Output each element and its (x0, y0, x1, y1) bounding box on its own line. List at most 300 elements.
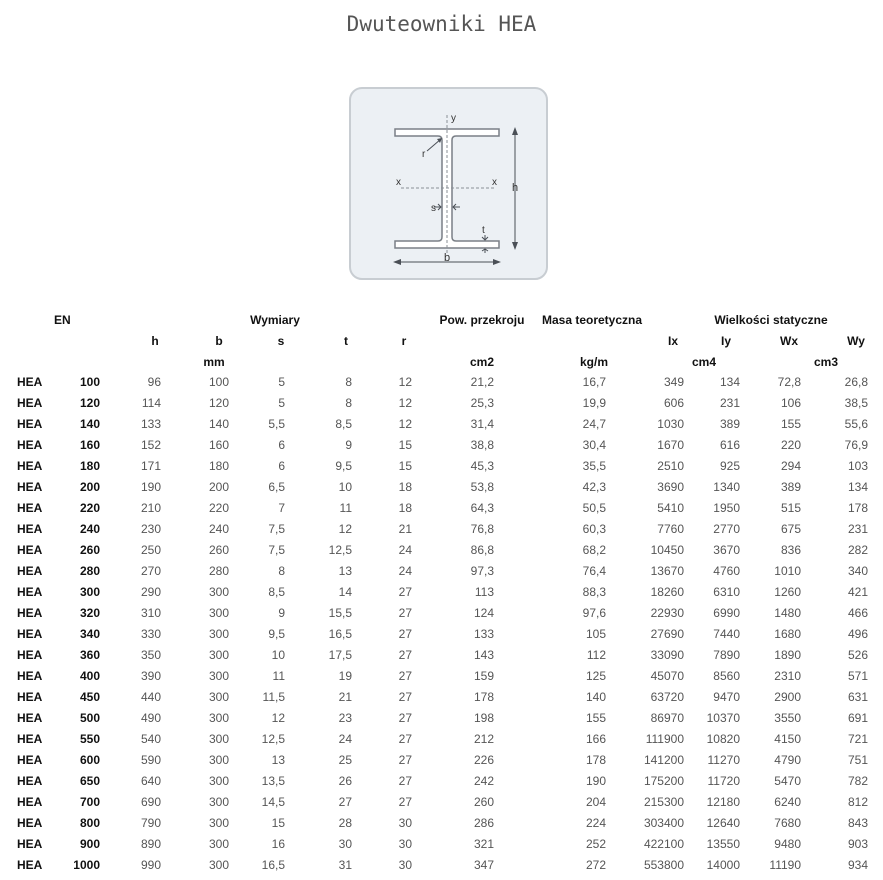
cell-pow-przekroju: 124 (473, 606, 494, 620)
cell-profile-type: HEA (17, 795, 43, 809)
cell-profile-size: 340 (79, 627, 100, 641)
cell-ix: 303400 (643, 816, 684, 830)
cell-r: 27 (398, 606, 412, 620)
header-wx: Wx (780, 334, 798, 348)
cell-ix: 86970 (650, 711, 684, 725)
cell-r: 27 (398, 690, 412, 704)
cell-t: 12,5 (328, 543, 352, 557)
cell-masa: 112 (586, 648, 606, 662)
cell-t: 19 (338, 669, 352, 683)
cell-r: 12 (398, 375, 412, 389)
cell-wy: 934 (847, 858, 868, 872)
cell-ix: 111900 (645, 732, 684, 746)
cell-b: 280 (208, 564, 229, 578)
label-y: y (451, 113, 456, 124)
cell-s: 5 (278, 375, 285, 389)
cell-pow-przekroju: 38,8 (470, 438, 494, 452)
cell-r: 30 (398, 858, 412, 872)
cell-pow-przekroju: 286 (473, 816, 494, 830)
header-en: EN (54, 313, 71, 327)
cell-t: 28 (338, 816, 352, 830)
cell-ix: 7760 (657, 522, 684, 536)
cell-profile-size: 220 (79, 501, 100, 515)
cell-t: 14 (338, 585, 352, 599)
cell-wx: 7680 (774, 816, 801, 830)
cell-s: 15 (271, 816, 285, 830)
cell-r: 27 (398, 627, 412, 641)
cell-ix: 422100 (643, 837, 684, 851)
table-row (0, 729, 883, 750)
cell-h: 270 (140, 564, 161, 578)
cell-s: 6 (278, 438, 285, 452)
cell-r: 30 (398, 837, 412, 851)
cell-s: 7,5 (268, 522, 285, 536)
cell-r: 12 (398, 396, 412, 410)
cell-t: 9,5 (335, 459, 352, 473)
cell-wy: 340 (847, 564, 868, 578)
cell-iy: 7890 (713, 648, 740, 662)
cell-iy: 925 (719, 459, 740, 473)
header-wymiary: Wymiary (250, 313, 300, 327)
cell-b: 300 (208, 753, 229, 767)
cell-profile-type: HEA (17, 459, 43, 473)
cell-ix: 553800 (643, 858, 684, 872)
cell-b: 180 (208, 459, 229, 473)
cell-ix: 27690 (650, 627, 684, 641)
cell-masa: 166 (585, 732, 606, 746)
cell-wy: 631 (847, 690, 868, 704)
cell-t: 30 (338, 837, 352, 851)
cell-iy: 9470 (713, 690, 740, 704)
table-row (0, 771, 883, 792)
cell-profile-type: HEA (17, 669, 43, 683)
cell-b: 300 (208, 669, 229, 683)
cell-iy: 3670 (713, 543, 740, 557)
cell-h: 114 (141, 396, 161, 410)
cell-r: 24 (398, 543, 412, 557)
cell-wy: 55,6 (844, 417, 868, 431)
cell-wy: 496 (847, 627, 868, 641)
cell-profile-size: 650 (79, 774, 100, 788)
cell-iy: 6990 (713, 606, 740, 620)
header-unit-kgm: kg/m (579, 355, 609, 369)
cell-masa: 30,4 (582, 438, 606, 452)
header-iy: Iy (720, 334, 732, 348)
cell-profile-type: HEA (17, 585, 43, 599)
cell-masa: 125 (585, 669, 606, 683)
cell-b: 300 (208, 606, 229, 620)
cell-h: 133 (140, 417, 161, 431)
cell-wy: 571 (847, 669, 868, 683)
cell-wy: 812 (847, 795, 868, 809)
cell-profile-type: HEA (17, 564, 43, 578)
cell-wy: 103 (847, 459, 868, 473)
cell-h: 490 (140, 711, 161, 725)
cell-profile-type: HEA (17, 543, 43, 557)
header-unit-mm: mm (203, 355, 225, 369)
label-t: t (482, 225, 485, 236)
cell-profile-type: HEA (17, 375, 43, 389)
cell-masa: 68,2 (582, 543, 606, 557)
cell-ix: 33090 (650, 648, 684, 662)
cell-pow-przekroju: 260 (473, 795, 494, 809)
cell-wx: 6240 (774, 795, 801, 809)
cell-wx: 155 (780, 417, 801, 431)
cell-pow-przekroju: 45,3 (470, 459, 494, 473)
cell-b: 120 (208, 396, 229, 410)
cell-r: 27 (398, 774, 412, 788)
cell-s: 5,5 (268, 417, 285, 431)
cell-pow-przekroju: 242 (473, 774, 494, 788)
cell-b: 300 (208, 816, 229, 830)
cell-profile-size: 240 (79, 522, 100, 536)
cell-s: 9,5 (268, 627, 285, 641)
cell-profile-size: 180 (79, 459, 100, 473)
table-row (0, 855, 883, 876)
cell-wy: 903 (847, 837, 868, 851)
cell-t: 10 (338, 480, 352, 494)
cell-wx: 2310 (774, 669, 801, 683)
cell-profile-size: 200 (79, 480, 100, 494)
cell-s: 7 (278, 501, 285, 515)
header-wy: Wy (847, 334, 865, 348)
cell-profile-size: 700 (79, 795, 100, 809)
cell-profile-size: 400 (79, 669, 100, 683)
cell-masa: 272 (585, 858, 606, 872)
cell-t: 26 (338, 774, 352, 788)
cell-wx: 9480 (774, 837, 801, 851)
cell-r: 15 (398, 438, 412, 452)
cell-b: 300 (208, 585, 229, 599)
cell-h: 190 (140, 480, 161, 494)
cell-wx: 1260 (774, 585, 801, 599)
table-row (0, 540, 883, 561)
cell-pow-przekroju: 226 (473, 753, 494, 767)
cell-h: 540 (140, 732, 161, 746)
cell-t: 12 (338, 522, 352, 536)
cell-masa: 224 (585, 816, 606, 830)
cell-wx: 1010 (774, 564, 801, 578)
cell-ix: 1030 (657, 417, 684, 431)
cell-iy: 4760 (713, 564, 740, 578)
cell-wx: 2900 (774, 690, 801, 704)
cell-wy: 178 (847, 501, 868, 515)
cell-r: 27 (398, 732, 412, 746)
cell-s: 13,5 (261, 774, 285, 788)
table-row (0, 708, 883, 729)
cell-wy: 782 (847, 774, 868, 788)
cell-r: 30 (398, 816, 412, 830)
cell-masa: 190 (585, 774, 606, 788)
cell-iy: 7440 (713, 627, 740, 641)
table-row (0, 792, 883, 813)
table-row (0, 582, 883, 603)
cell-iy: 14000 (706, 858, 740, 872)
cell-s: 16 (271, 837, 285, 851)
cell-ix: 349 (663, 375, 684, 389)
cell-s: 16,5 (261, 858, 285, 872)
cell-masa: 252 (585, 837, 606, 851)
cell-profile-type: HEA (17, 417, 43, 431)
cell-t: 27 (338, 795, 352, 809)
cell-h: 310 (140, 606, 161, 620)
cell-t: 11 (339, 501, 352, 515)
cell-pow-przekroju: 21,2 (470, 375, 494, 389)
cell-s: 12,5 (261, 732, 285, 746)
header-unit-cm3: cm3 (813, 355, 839, 369)
cell-wx: 5470 (774, 774, 801, 788)
cell-wx: 515 (780, 501, 801, 515)
cell-wx: 389 (780, 480, 801, 494)
cell-b: 300 (208, 732, 229, 746)
cell-t: 16,5 (328, 627, 352, 641)
cell-iy: 231 (719, 396, 740, 410)
cell-b: 160 (208, 438, 229, 452)
cell-pow-przekroju: 76,8 (470, 522, 494, 536)
cell-t: 23 (338, 711, 352, 725)
cell-wx: 4150 (774, 732, 801, 746)
cell-wy: 38,5 (844, 396, 868, 410)
cell-b: 300 (208, 690, 229, 704)
cell-ix: 18260 (650, 585, 684, 599)
cell-ix: 1670 (657, 438, 684, 452)
cell-profile-type: HEA (17, 711, 43, 725)
cell-h: 330 (140, 627, 161, 641)
cell-b: 300 (208, 858, 229, 872)
cell-r: 27 (398, 795, 412, 809)
cell-profile-type: HEA (17, 753, 43, 767)
cell-wx: 675 (780, 522, 801, 536)
cell-pow-przekroju: 97,3 (470, 564, 494, 578)
cell-ix: 63720 (650, 690, 684, 704)
cell-ix: 13670 (650, 564, 684, 578)
cell-r: 18 (398, 501, 412, 515)
cell-profile-type: HEA (17, 774, 43, 788)
cell-pow-przekroju: 347 (473, 858, 494, 872)
cell-profile-size: 600 (79, 753, 100, 767)
cell-s: 6 (278, 459, 285, 473)
cell-t: 9 (345, 438, 352, 452)
table-row (0, 645, 883, 666)
cell-masa: 35,5 (582, 459, 606, 473)
table-row (0, 435, 883, 456)
header-s: s (277, 334, 285, 348)
label-b: b (444, 252, 451, 264)
cell-profile-type: HEA (17, 522, 43, 536)
cell-ix: 3690 (657, 480, 684, 494)
cell-wx: 3550 (774, 711, 801, 725)
cell-profile-size: 320 (79, 606, 100, 620)
cell-pow-przekroju: 143 (473, 648, 494, 662)
cell-profile-size: 300 (79, 585, 100, 599)
cell-h: 250 (140, 543, 161, 557)
cell-iy: 11720 (707, 774, 740, 788)
cell-s: 11 (272, 669, 285, 683)
cell-wy: 76,9 (844, 438, 868, 452)
cell-r: 27 (398, 753, 412, 767)
cell-wx: 1480 (774, 606, 801, 620)
cell-b: 300 (208, 837, 229, 851)
cell-s: 9 (278, 606, 285, 620)
cell-profile-type: HEA (17, 438, 43, 452)
cell-t: 8,5 (335, 417, 352, 431)
cell-wy: 843 (847, 816, 868, 830)
cell-iy: 10820 (706, 732, 740, 746)
cell-masa: 24,7 (582, 417, 606, 431)
cell-t: 31 (338, 858, 352, 872)
cell-profile-type: HEA (17, 858, 43, 872)
cell-s: 12 (271, 711, 285, 725)
cell-wy: 282 (847, 543, 868, 557)
cell-wy: 26,8 (844, 375, 868, 389)
cell-profile-size: 280 (79, 564, 100, 578)
cell-t: 21 (338, 690, 352, 704)
cell-h: 96 (147, 375, 161, 389)
cell-pow-przekroju: 133 (473, 627, 494, 641)
cell-wx: 4790 (774, 753, 801, 767)
cell-t: 8 (345, 375, 352, 389)
cell-t: 24 (338, 732, 352, 746)
cell-b: 220 (208, 501, 229, 515)
table-row (0, 687, 883, 708)
table-row (0, 477, 883, 498)
cell-wx: 220 (780, 438, 801, 452)
cell-iy: 10370 (706, 711, 740, 725)
cell-profile-type: HEA (17, 690, 43, 704)
cell-wy: 721 (847, 732, 868, 746)
cell-s: 14,5 (261, 795, 285, 809)
cell-wy: 751 (847, 753, 868, 767)
cell-h: 290 (140, 585, 161, 599)
cell-wy: 466 (847, 606, 868, 620)
cell-masa: 178 (585, 753, 606, 767)
table-row (0, 393, 883, 414)
cell-wy: 526 (847, 648, 868, 662)
cell-pow-przekroju: 178 (473, 690, 494, 704)
cell-iy: 389 (719, 417, 740, 431)
table-row (0, 750, 883, 771)
cell-b: 300 (208, 774, 229, 788)
cell-s: 10 (271, 648, 285, 662)
table-row (0, 624, 883, 645)
cell-h: 152 (140, 438, 161, 452)
cell-pow-przekroju: 64,3 (470, 501, 494, 515)
cell-profile-type: HEA (17, 732, 43, 746)
cell-profile-type: HEA (17, 606, 43, 620)
cell-b: 100 (208, 375, 229, 389)
cell-masa: 60,3 (582, 522, 606, 536)
cell-iy: 1340 (713, 480, 740, 494)
cell-ix: 5410 (657, 501, 684, 515)
cell-iy: 11270 (707, 753, 740, 767)
cell-ix: 22930 (650, 606, 684, 620)
cell-h: 890 (140, 837, 161, 851)
cell-b: 300 (208, 627, 229, 641)
cell-profile-size: 260 (79, 543, 100, 557)
cell-r: 24 (398, 564, 412, 578)
cell-masa: 42,3 (582, 480, 606, 494)
table-row (0, 519, 883, 540)
table-row (0, 498, 883, 519)
header-r: r (401, 334, 407, 348)
cell-profile-type: HEA (17, 480, 43, 494)
cell-pow-przekroju: 113 (474, 585, 494, 599)
header-masa-teoretyczna: Masa teoretyczna (541, 313, 643, 327)
cell-profile-size: 800 (79, 816, 100, 830)
cell-profile-size: 140 (79, 417, 100, 431)
cell-profile-size: 500 (79, 711, 100, 725)
cell-pow-przekroju: 321 (473, 837, 494, 851)
cell-masa: 204 (585, 795, 606, 809)
cell-masa: 155 (585, 711, 606, 725)
header-ix: Ix (667, 334, 679, 348)
cell-t: 8 (345, 396, 352, 410)
cell-iy: 12180 (706, 795, 740, 809)
table-row (0, 603, 883, 624)
cell-h: 390 (140, 669, 161, 683)
cell-wy: 691 (847, 711, 868, 725)
cell-profile-size: 360 (79, 648, 100, 662)
cell-profile-type: HEA (17, 648, 43, 662)
cell-h: 590 (140, 753, 161, 767)
cell-h: 640 (140, 774, 161, 788)
cell-s: 5 (278, 396, 285, 410)
cell-masa: 19,9 (582, 396, 606, 410)
ibeam-cross-section-diagram (349, 87, 548, 280)
cell-ix: 45070 (650, 669, 684, 683)
cell-ix: 141200 (643, 753, 684, 767)
header-unit-cm4: cm4 (691, 355, 717, 369)
cell-iy: 12640 (706, 816, 740, 830)
cell-pow-przekroju: 31,4 (470, 417, 494, 431)
cell-h: 210 (140, 501, 161, 515)
cell-h: 990 (140, 858, 161, 872)
cell-profile-type: HEA (17, 396, 43, 410)
header-unit-cm2: cm2 (469, 355, 495, 369)
cell-r: 27 (398, 648, 412, 662)
cell-s: 8,5 (268, 585, 285, 599)
cell-h: 440 (140, 690, 161, 704)
cell-iy: 134 (719, 375, 740, 389)
table-row (0, 666, 883, 687)
cell-ix: 10450 (650, 543, 684, 557)
cell-r: 27 (398, 585, 412, 599)
cell-ix: 215300 (643, 795, 684, 809)
label-h: h (512, 182, 519, 194)
cell-b: 300 (208, 648, 229, 662)
cell-pow-przekroju: 86,8 (470, 543, 494, 557)
table-row (0, 834, 883, 855)
cell-s: 6,5 (268, 480, 285, 494)
cell-masa: 97,6 (582, 606, 606, 620)
header-h: h (151, 334, 159, 348)
header-b: b (215, 334, 223, 348)
cell-t: 13 (338, 564, 352, 578)
table-row (0, 414, 883, 435)
label-s: s (431, 203, 436, 214)
cell-h: 350 (140, 648, 161, 662)
cell-profile-size: 100 (79, 375, 100, 389)
cell-profile-size: 550 (79, 732, 100, 746)
cell-pow-przekroju: 212 (473, 732, 494, 746)
table-row (0, 813, 883, 834)
cell-wy: 134 (847, 480, 868, 494)
cell-masa: 105 (585, 627, 606, 641)
label-x-right: x (492, 177, 497, 188)
cell-pow-przekroju: 198 (473, 711, 494, 725)
cell-wy: 421 (847, 585, 868, 599)
cell-wy: 231 (847, 522, 868, 536)
